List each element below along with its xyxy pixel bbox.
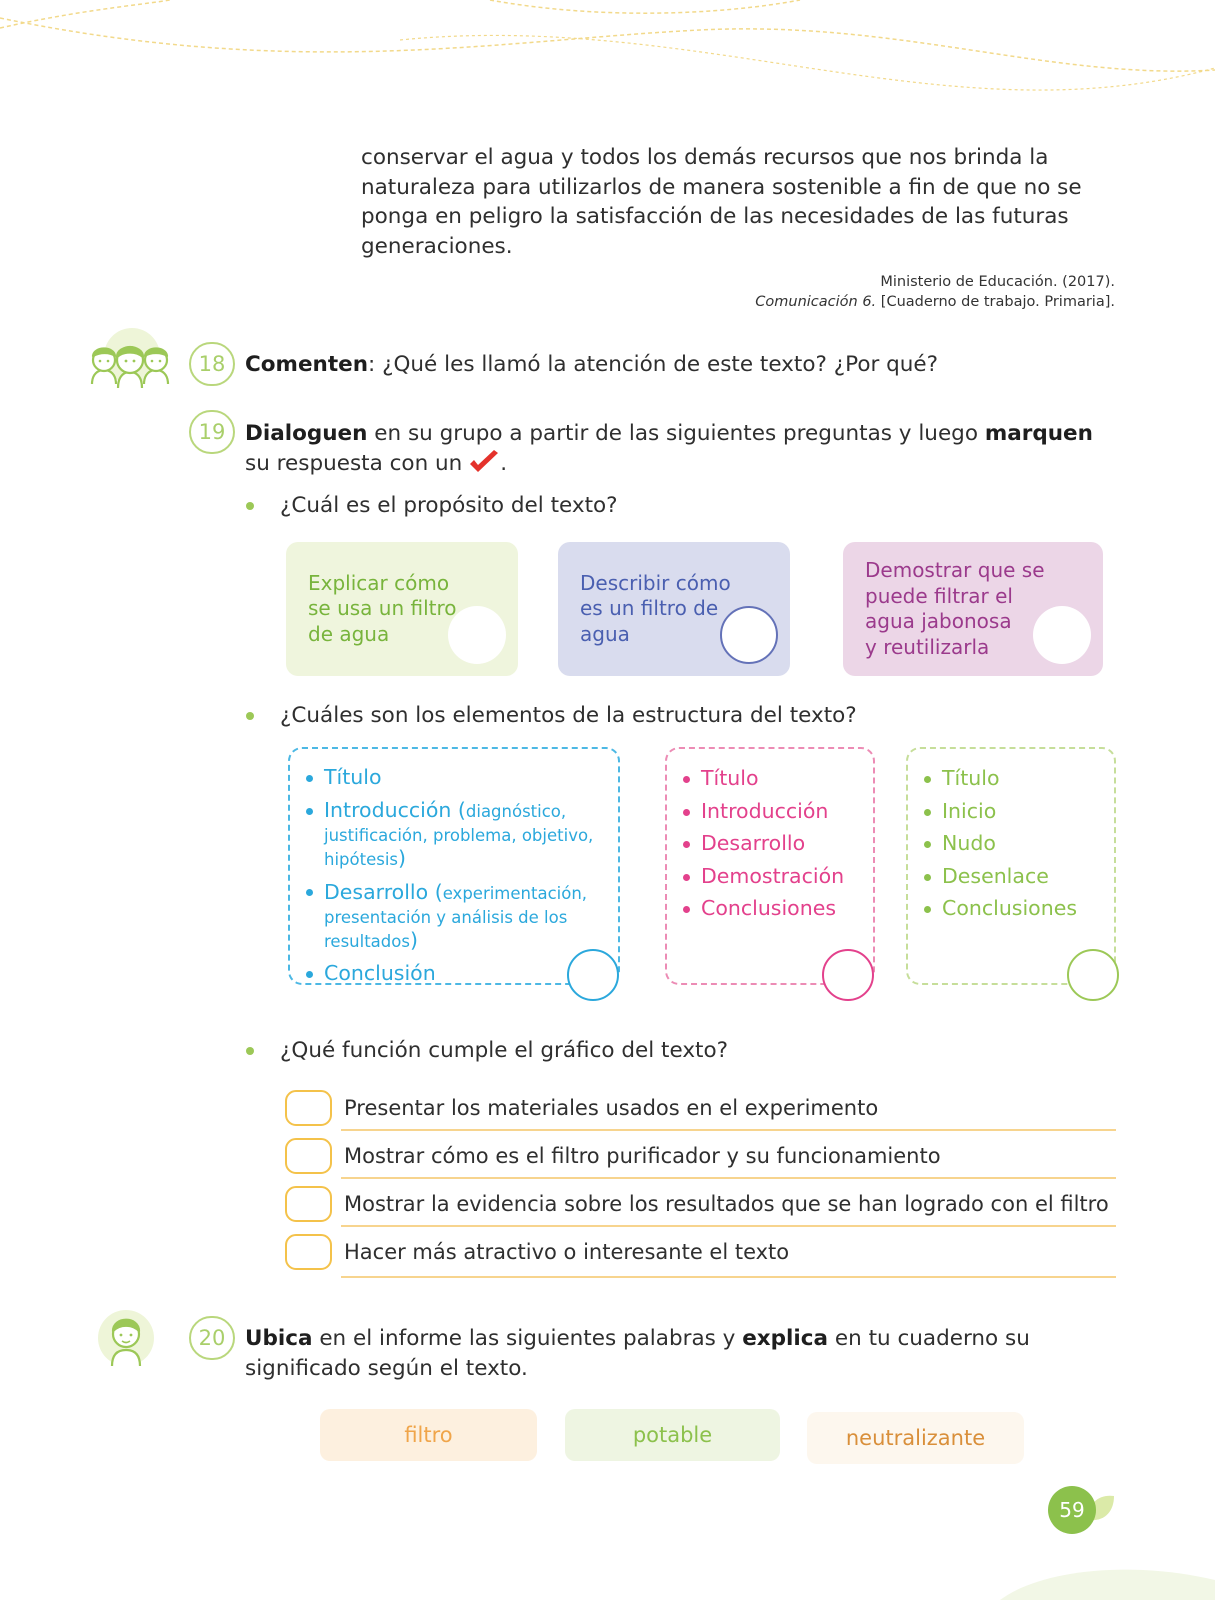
option-line: agua jabonosa	[865, 609, 1012, 633]
q19-line2-end: .	[500, 450, 508, 476]
group-work-icon	[84, 326, 176, 396]
word-card-neutralizante: neutralizante	[807, 1412, 1024, 1464]
bullet-dot	[246, 1047, 254, 1055]
question-number-19: 19	[189, 410, 235, 454]
graphic-option-4-label: Hacer más atractivo o interesante el texto	[344, 1240, 790, 1264]
intro-paragraph	[361, 143, 1101, 261]
q19-verb2: marquen	[984, 421, 1093, 446]
option-line: Describir cómo	[580, 570, 731, 595]
item-detail: diagnóstico,	[465, 801, 567, 821]
option-line: agua	[580, 621, 630, 646]
list-item	[306, 761, 618, 794]
citation-rest: [Cuaderno de trabajo. Primaria].	[876, 294, 1115, 310]
word-card-potable: potable	[565, 1409, 780, 1461]
list-item: Inicio	[924, 795, 1114, 828]
q20-body: en el informe las siguientes palabras y	[312, 1326, 743, 1351]
citation-title: Comunicación 6.	[755, 294, 877, 310]
list-item: Conclusiones	[924, 892, 1114, 925]
item-detail: hipótesis	[324, 849, 399, 869]
question-number-20: 20	[189, 1316, 235, 1360]
q19-line2: su respuesta con un	[245, 450, 463, 476]
graphic-option-2-label: Mostrar cómo es el filtro purificador y su funcionamiento	[344, 1144, 941, 1168]
answer-line	[341, 1129, 1116, 1131]
structure-list-2	[667, 749, 873, 925]
intro-line: generaciones.	[361, 233, 513, 259]
option-line: Demostrar que se	[865, 558, 1045, 582]
intro-line: ponga en peligro la satisfacción de las necesidades de las futuras	[361, 204, 1069, 229]
list-item: Conclusiones	[683, 892, 873, 925]
graphic-function-question: ¿Qué función cumple el gráfico del texto?	[280, 1038, 729, 1063]
q20-verb2: explica	[742, 1326, 829, 1351]
checkbox[interactable]	[285, 1186, 332, 1222]
option-line: puede filtrar el	[865, 583, 1013, 608]
purpose-option-1-answer-circle[interactable]	[448, 606, 506, 664]
item-paren: )	[409, 927, 418, 952]
structure-question: ¿Cuáles son los elementos de la estructura del texto?	[280, 703, 857, 728]
answer-line	[341, 1225, 1116, 1227]
option-line: es un filtro de	[580, 596, 719, 621]
graphic-option-1[interactable]	[285, 1090, 878, 1126]
page-number: 59	[1048, 1486, 1096, 1534]
decorative-bottom-shape	[980, 1540, 1215, 1600]
item-paren: )	[398, 845, 407, 870]
question-20-text	[245, 1324, 1115, 1383]
checkbox[interactable]	[285, 1090, 332, 1126]
list-item	[306, 875, 618, 957]
citation	[755, 272, 1115, 312]
list-item: Desenlace	[924, 860, 1114, 893]
q20-verb: Ubica	[245, 1326, 313, 1351]
list-item: Título	[683, 762, 873, 795]
checkbox[interactable]	[285, 1138, 332, 1174]
purpose-option-1-text	[308, 571, 457, 648]
graphic-option-2[interactable]	[285, 1138, 941, 1174]
purpose-option-2-answer-circle[interactable]	[720, 606, 778, 664]
item-main: Conclusión	[324, 960, 436, 985]
checkbox[interactable]	[285, 1234, 332, 1270]
word-card-filtro: filtro	[320, 1409, 537, 1461]
graphic-option-1-label: Presentar los materiales usados en el experimento	[344, 1096, 879, 1120]
list-item: Demostración	[683, 860, 873, 893]
list-item: Introducción	[683, 795, 873, 828]
purpose-option-3-text	[865, 558, 1045, 660]
intro-line: conservar el agua y todos los demás recursos que nos brinda la	[361, 145, 1049, 170]
item-paren: (	[451, 797, 466, 822]
option-line: de agua	[308, 621, 390, 646]
item-paren: (	[428, 879, 443, 904]
bullet-dot	[246, 502, 254, 510]
purpose-option-2-text	[580, 571, 731, 648]
structure-option-1[interactable]	[288, 747, 620, 985]
q20-body-end: en tu cuaderno su	[828, 1326, 1030, 1351]
graphic-option-3-label: Mostrar la evidencia sobre los resultados que se han logrado con el filtro	[344, 1192, 1109, 1216]
structure-option-3-answer-circle[interactable]	[1067, 949, 1119, 1001]
list-item: Título	[924, 762, 1114, 795]
bullet-dot	[246, 712, 254, 720]
item-detail: presentación y análisis de los	[324, 907, 568, 927]
structure-option-2-answer-circle[interactable]	[822, 949, 874, 1001]
graphic-option-3[interactable]	[285, 1186, 1109, 1222]
item-main: Desarrollo	[324, 879, 429, 904]
q19-verb: Dialoguen	[245, 421, 368, 446]
q19-body: en su grupo a partir de las siguientes preguntas y luego	[367, 421, 985, 446]
option-line: se usa un filtro	[308, 596, 457, 621]
item-detail: resultados	[324, 931, 410, 951]
intro-line: naturaleza para utilizarlos de manera sostenible a fin de que no se	[361, 174, 1082, 200]
answer-line	[341, 1177, 1116, 1179]
answer-line	[341, 1276, 1116, 1278]
item-main: Título	[324, 765, 382, 789]
purpose-question: ¿Cuál es el propósito del texto?	[280, 493, 618, 518]
item-detail: experimentación,	[442, 883, 588, 903]
item-detail: justificación, problema, objetivo,	[324, 825, 594, 845]
item-main: Introducción	[324, 797, 452, 822]
citation-line1: Ministerio de Educación. (2017).	[880, 274, 1115, 290]
list-item	[306, 794, 618, 875]
individual-work-icon	[96, 1308, 156, 1370]
q18-verb: Comenten	[245, 352, 369, 377]
checkmark-icon	[468, 450, 500, 476]
purpose-option-3-answer-circle[interactable]	[1033, 606, 1091, 664]
option-line: y reutilizarla	[865, 634, 990, 659]
option-line: Explicar cómo	[308, 570, 450, 595]
structure-list-3	[908, 749, 1114, 925]
question-18-text	[245, 350, 938, 380]
list-item: Desarrollo	[683, 827, 873, 860]
q18-body: : ¿Qué les llamó la atención de este texto? ¿Por qué?	[368, 352, 939, 377]
question-number-18: 18	[189, 342, 235, 386]
list-item: Nudo	[924, 827, 1114, 860]
q20-line2: significado según el texto.	[245, 1355, 528, 1381]
structure-option-1-answer-circle[interactable]	[567, 949, 619, 1001]
decorative-top-waves	[0, 0, 1215, 120]
question-19-text	[245, 419, 1115, 478]
structure-list-1	[290, 749, 618, 989]
graphic-option-4[interactable]	[285, 1234, 789, 1270]
